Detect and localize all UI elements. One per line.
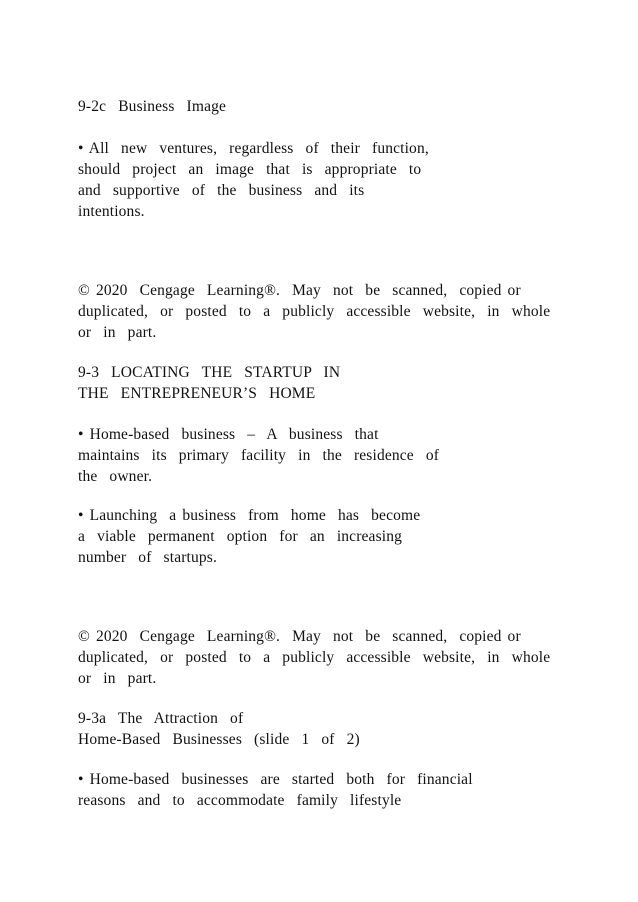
text-line: THE ENTREPRENEUR’S HOME [78,385,316,402]
text-line: should project an image that is appropriate to [78,161,422,178]
text-line: number of startups. [78,549,218,566]
bullet-paragraph [78,138,598,222]
text-line: or in part. [78,324,157,341]
text-line: Home-Based Businesses (slide 1 of 2) [78,731,360,748]
section-heading [78,362,598,404]
text-line: • Launching a business from home has become [78,507,421,524]
text-line: duplicated, or posted to a publicly accessible website, in whole [78,303,551,320]
bullet-paragraph [78,769,598,811]
text-line: intentions. [78,203,145,220]
text-line: a viable permanent option for an increasing [78,528,403,545]
text-line: maintains its primary facility in the residence of [78,447,440,464]
text-line: 9-3a The Attraction of [78,710,244,727]
bullet-paragraph [78,424,598,487]
bullet-paragraph [78,505,598,568]
text-line: 9-3 LOCATING THE STARTUP IN [78,364,341,381]
text-line: • Home-based business – A business that [78,426,379,443]
copyright-notice [78,280,598,343]
text-line: duplicated, or posted to a publicly accessible website, in whole [78,649,551,666]
text-line: 9-2c Business Image [78,98,227,115]
text-line: © 2020 Cengage Learning®. May not be scanned, copied or [78,628,521,645]
copyright-notice [78,626,598,689]
text-line: and supportive of the business and its [78,182,365,199]
section-heading [78,96,598,117]
text-line: the owner. [78,468,153,485]
section-heading [78,708,598,750]
text-line: reasons and to accommodate family lifestyle [78,792,402,809]
text-line: or in part. [78,670,157,687]
text-line: © 2020 Cengage Learning®. May not be scanned, copied or [78,282,521,299]
text-line: • Home-based businesses are started both for financial [78,771,473,788]
text-line: • All new ventures, regardless of their function, [78,140,429,157]
